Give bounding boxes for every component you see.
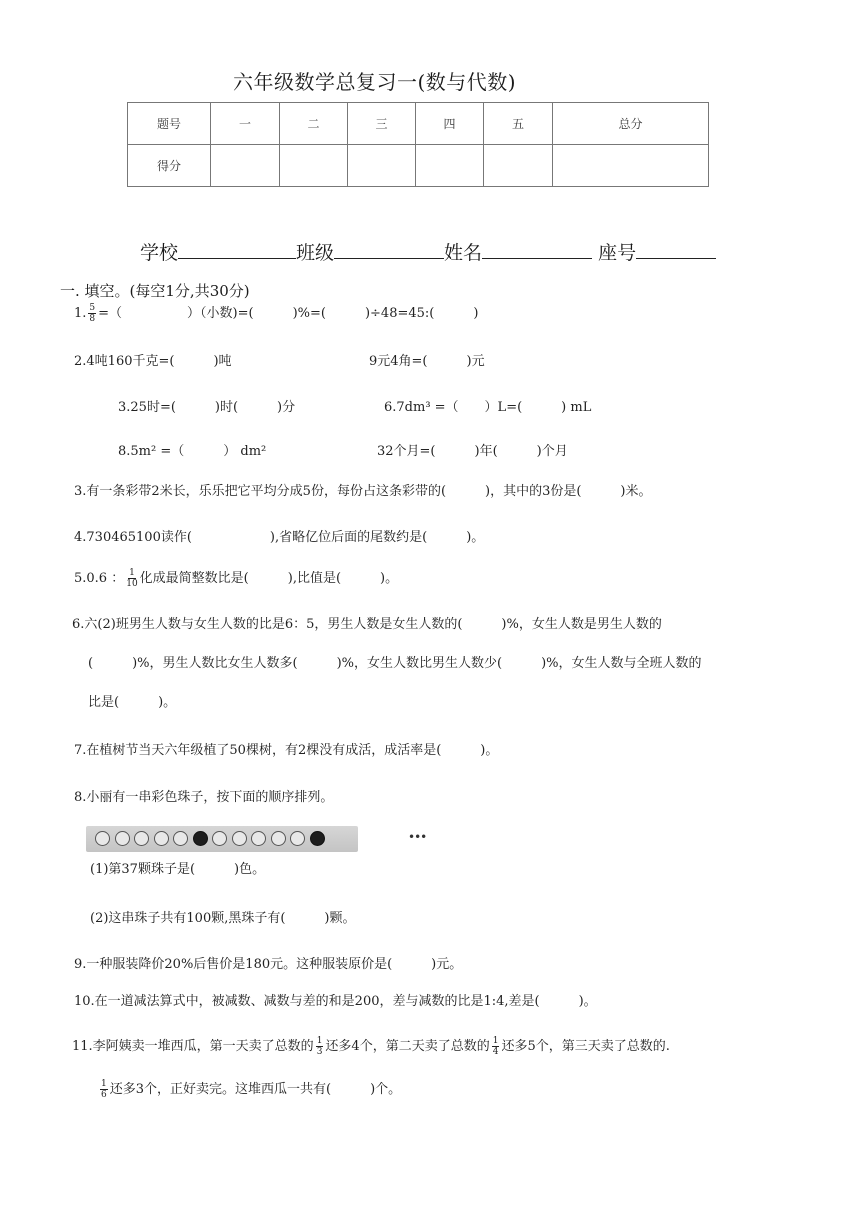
fraction [492, 1036, 500, 1057]
class-blank[interactable] [334, 238, 444, 259]
more-dots: ••• [408, 830, 427, 844]
name-label: 姓名 [444, 242, 483, 264]
white-bead [251, 831, 266, 846]
question-6-line-1: 6.六(2)班男生人数与女生人数的比是6：5，男生人数是女生人数的( )%，女生人数是男生人数的 [72, 617, 662, 632]
bead-strip-image [86, 826, 427, 852]
white-bead [115, 831, 130, 846]
fraction-numerator: 1 [101, 1079, 107, 1089]
white-bead [290, 831, 305, 846]
question-2f: 32个月=( )年( )个月 [377, 444, 568, 459]
section-title: 一. 填空。(每空1分,共30分) [60, 282, 250, 300]
white-bead [232, 831, 247, 846]
score-header-cell: 五 [484, 103, 553, 145]
question-1 [74, 302, 478, 324]
white-bead [134, 831, 149, 846]
question-2a: 2.4吨160千克=( )吨 [74, 354, 232, 369]
q11-text: 还多5个，第三天卖了总数的. [501, 1039, 670, 1054]
q11-text: 还多3个，正好卖完。这堆西瓜一共有( )个。 [109, 1082, 402, 1097]
white-bead [271, 831, 286, 846]
question-2b: 9元4角=( )元 [369, 354, 485, 369]
fraction-numerator: 1 [129, 568, 135, 578]
question-6-line-2: ( )%，男生人数比女生人数多( )%，女生人数比男生人数少( )%，女生人数与全班人数的 [88, 656, 702, 671]
fraction-numerator: 1 [316, 1036, 323, 1046]
school-label: 学校 [140, 242, 179, 264]
q5-text: 化成最简整数比是( ),比值是( )。 [139, 571, 399, 586]
question-7: 7.在植树节当天六年级植了50棵树，有2棵没有成活，成活率是( )。 [74, 743, 499, 758]
question-2e: 8.5m² =（ ） dm² [118, 444, 267, 459]
fraction-numerator: 5 [89, 303, 96, 313]
score-header-cell: 三 [348, 103, 416, 145]
question-8: 8.小丽有一串彩色珠子，按下面的顺序排列。 [74, 790, 334, 805]
question-4: 4.730465100读作( ),省略亿位后面的尾数约是( )。 [74, 530, 485, 545]
black-bead [310, 831, 325, 846]
student-info-line [140, 238, 716, 265]
fraction [88, 303, 96, 324]
score-cell[interactable] [553, 145, 709, 187]
white-bead [212, 831, 227, 846]
score-table [127, 102, 709, 187]
white-bead [95, 831, 110, 846]
score-cell[interactable] [348, 145, 416, 187]
score-header-cell: 一 [211, 103, 280, 145]
fraction [100, 1079, 108, 1100]
school-blank[interactable] [178, 238, 296, 259]
fraction [126, 568, 137, 589]
score-table-score-row [128, 145, 709, 187]
question-10: 10.在一道减法算式中，被减数、减数与差的和是200，差与减数的比是1:4,差是( )。 [74, 994, 597, 1009]
score-table-header-row [128, 103, 709, 145]
q1-text: =（ ）（小数)=( )%=( )÷48=45:( ) [98, 306, 479, 321]
black-bead [193, 831, 208, 846]
score-header-cell: 四 [416, 103, 484, 145]
score-header-cell: 题号 [128, 103, 211, 145]
fraction-numerator: 1 [492, 1036, 499, 1046]
score-header-cell: 二 [280, 103, 348, 145]
question-8-2: (2)这串珠子共有100颗,黑珠子有( )颗。 [90, 911, 356, 926]
score-cell[interactable] [416, 145, 484, 187]
score-cell[interactable] [280, 145, 348, 187]
fraction-denominator: 3 [316, 1047, 323, 1057]
q1-prefix: 1. [74, 306, 87, 321]
question-9: 9.一种服装降价20%后售价是180元。这种服装原价是( )元。 [74, 957, 463, 972]
question-8-1: (1)第37颗珠子是( )色。 [90, 862, 266, 877]
fraction-denominator: 10 [126, 579, 138, 589]
score-header-cell: 总分 [553, 103, 709, 145]
white-bead [173, 831, 188, 846]
question-2d: 6.7dm³ =（ ）L=( ) mL [384, 400, 592, 415]
q5-prefix: 5.0.6 ： [74, 571, 125, 586]
fraction-denominator: 4 [492, 1047, 499, 1057]
question-3: 3.有一条彩带2米长，乐乐把它平均分成5份，每份占这条彩带的( )，其中的3份是( )米。 [74, 484, 652, 499]
seat-label: 座号 [598, 242, 637, 264]
white-bead [154, 831, 169, 846]
page-title: 六年级数学总复习一(数与代数) [233, 70, 517, 94]
fraction-denominator: 6 [101, 1090, 107, 1100]
question-6-line-3: 比是( )。 [88, 695, 177, 710]
class-label: 班级 [296, 242, 335, 264]
question-2c: 3.25时=( )时( )分 [118, 400, 296, 415]
seat-blank[interactable] [636, 238, 716, 259]
q11-text: 还多4个，第二天卖了总数的 [325, 1039, 490, 1054]
fraction-denominator: 8 [89, 314, 96, 324]
score-cell[interactable] [484, 145, 553, 187]
question-11-line-2 [98, 1078, 401, 1100]
fraction [316, 1036, 324, 1057]
question-11-line-1 [72, 1035, 670, 1057]
q11-text: 11.李阿姨卖一堆西瓜，第一天卖了总数的 [72, 1039, 314, 1054]
score-cell[interactable] [211, 145, 280, 187]
name-blank[interactable] [482, 238, 592, 259]
score-row-label: 得分 [128, 145, 211, 187]
question-5 [74, 567, 398, 589]
